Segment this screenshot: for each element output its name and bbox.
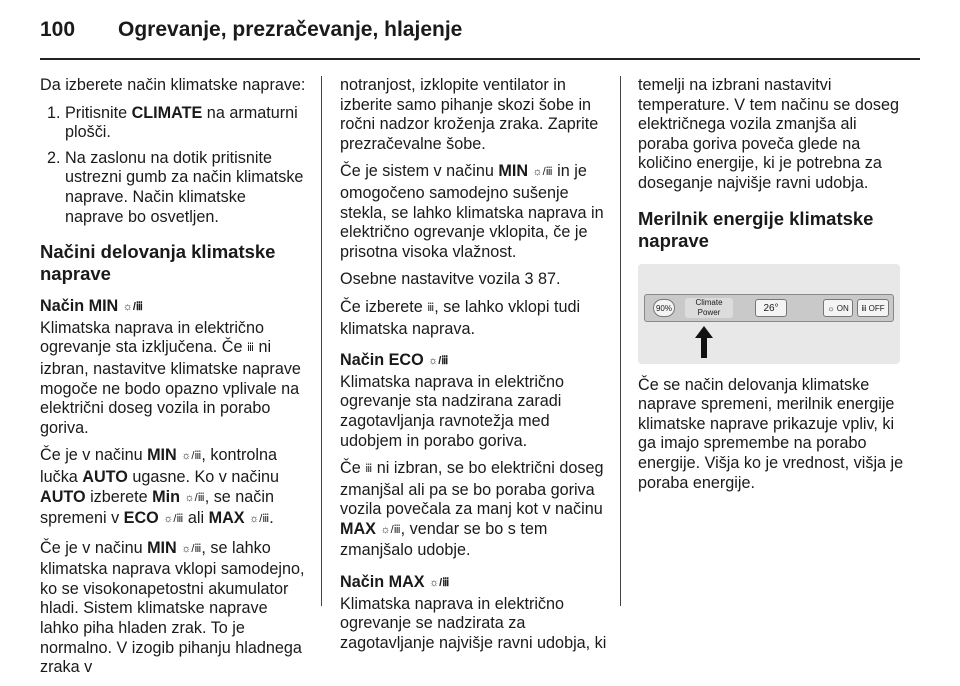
col2-paragraph-1: notranjost, izklopite ventilator in izberite samo pihanje skozi šobe in ročni nadzor kroženja zraka. Zaprite prezračevalne šobe.: [340, 76, 599, 153]
reference-arrow-icon: 3: [524, 270, 534, 289]
up-arrow-icon: [695, 326, 713, 358]
mode-icon: ☼/ⅲ: [429, 577, 450, 590]
min-heading: Način MIN ☼/ⅲ: [40, 297, 308, 319]
header-rule: [40, 58, 920, 60]
section-heading: Načini delovanja klimatske naprave: [40, 241, 276, 285]
temperature-button: 26°: [755, 299, 787, 317]
min-paragraph-1: Klimatska naprava in električno ogrevanje sta izključena. Če ⅲ ni izbran, nastavitve klimatske naprave mogoče ne bodo opazno vplivale na električni doseg vozila in porabo goriva.: [40, 318, 301, 437]
step-text: na armaturni plošči.: [65, 103, 298, 142]
max-heading: Način MAX ☼/ⅲ: [340, 573, 608, 595]
col3-paragraph-2: Če se način delovanja klimatske naprave spremeni, merilnik energije klimatske naprave prikazuje vpliv, ki ga imajo spremembe na porabo energije. Višja ko je vrednost, višja je poraba energije.: [638, 375, 904, 492]
min-paragraph-3: Če je v načinu MIN ☼/ⅲ, se lahko klimatska naprava vklopi samodejno, ko se visokonapetostni akumulator hladi. Sistem klimatske naprave lahko piha hladen zrak. To je normalno. V izogib pihanju hladnega zraka v: [40, 538, 305, 677]
step-text: Pritisnite: [65, 103, 132, 122]
mode-icon: ☼/ⅲ: [428, 355, 449, 368]
panel-strip: [644, 294, 894, 322]
page-title: Ogrevanje, prezračevanje, hlajenje: [118, 18, 463, 41]
mode-icon: ☼/ⅲ: [122, 301, 143, 314]
step-item: [40, 104, 308, 143]
step-text: Na zaslonu na dotik pritisnite ustrezni gumb za način klimatske naprave. Način klimatske naprave bo osvetljen.: [65, 148, 304, 226]
defrost-icon: ⅲ: [246, 342, 254, 355]
step-bold: CLIMATE: [131, 103, 203, 122]
min-paragraph-2: Če je v načinu MIN ☼/ⅲ, kontrolna lučka AUTO ugasne. Ko v načinu AUTO izberete Min ☼/ⅲ, se način spremeni v ECO ☼/ⅲ ali MAX ☼/ⅲ.: [40, 446, 308, 530]
mode-icon: ☼/ⅲ: [181, 542, 202, 555]
column-2: [340, 76, 608, 661]
col2-paragraph-2: Če je sistem v načinu MIN ☼/ⅲ in je omogočeno samodejno sušenje stekla, se lahko klimatska naprava in električno ogrevanje vklopita, če je prisotna visoka vlažnost.: [340, 162, 604, 261]
cross-reference: Osebne nastavitve vozila 3 87.: [340, 270, 561, 289]
max-paragraph-1: Klimatska naprava in električno ogrevanje se nadzirata za zagotavljanje najvišje ravni udobja, ki: [340, 594, 607, 652]
mode-icon: ☼/ⅲ: [184, 491, 205, 504]
ac-on-button: ☼ ON: [823, 299, 853, 317]
eco-paragraph-1: Klimatska naprava in električno ogrevanje sta nadzirana zaradi zagotavljanja ravnotežja med udobjem in porabo goriva.: [340, 372, 565, 450]
steps-list: [40, 104, 308, 228]
page-number: 100: [40, 18, 76, 41]
climate-panel-illustration: [638, 264, 900, 364]
page-header: [40, 18, 920, 58]
ac-off-button: ⅲ OFF: [857, 299, 889, 317]
mode-icon: ☼/ⅲ: [532, 166, 553, 179]
column-divider: [321, 76, 322, 606]
intro-text: Da izberete način klimatske naprave:: [40, 76, 306, 94]
gauge-button: 90%: [653, 299, 675, 317]
step-number: 2.: [47, 148, 61, 167]
defrost-icon: ⅲ: [427, 301, 435, 314]
eco-heading: Način ECO ☼/ⅲ: [340, 351, 608, 373]
energy-meter-heading: Merilnik energije klimatske naprave: [638, 207, 874, 251]
col3-paragraph-1: temelji na izbrani nastavitvi temperature. V tem načinu se doseg električnega vozila zmanjša ali poraba goriva poveča glede na količino energije, ki je potrebna za doseganje najvišje ravni udobja.: [638, 76, 899, 192]
mode-icon: ☼/ⅲ: [249, 513, 270, 526]
mode-icon: ☼/ⅲ: [181, 450, 202, 463]
step-item: [40, 149, 308, 227]
mode-icon: ☼/ⅲ: [380, 523, 401, 536]
column-1: [40, 76, 308, 686]
climate-power-label: Climate Power: [685, 298, 733, 318]
defrost-icon: ⅲ: [365, 463, 373, 476]
step-number: 1.: [47, 103, 61, 122]
col2-paragraph-4: Če izberete ⅲ, se lahko vklopi tudi klimatska naprava.: [340, 297, 581, 338]
column-3: [638, 76, 908, 501]
mode-icon: ☼/ⅲ: [163, 513, 184, 526]
eco-paragraph-2: Če ⅲ ni izbran, se bo električni doseg zmanjšal ali pa se bo poraba goriva vozila povečala za manj kot v načinu MAX ☼/ⅲ, vendar se bo s tem zmanjšalo udobje.: [340, 459, 604, 560]
column-divider: [620, 76, 621, 606]
